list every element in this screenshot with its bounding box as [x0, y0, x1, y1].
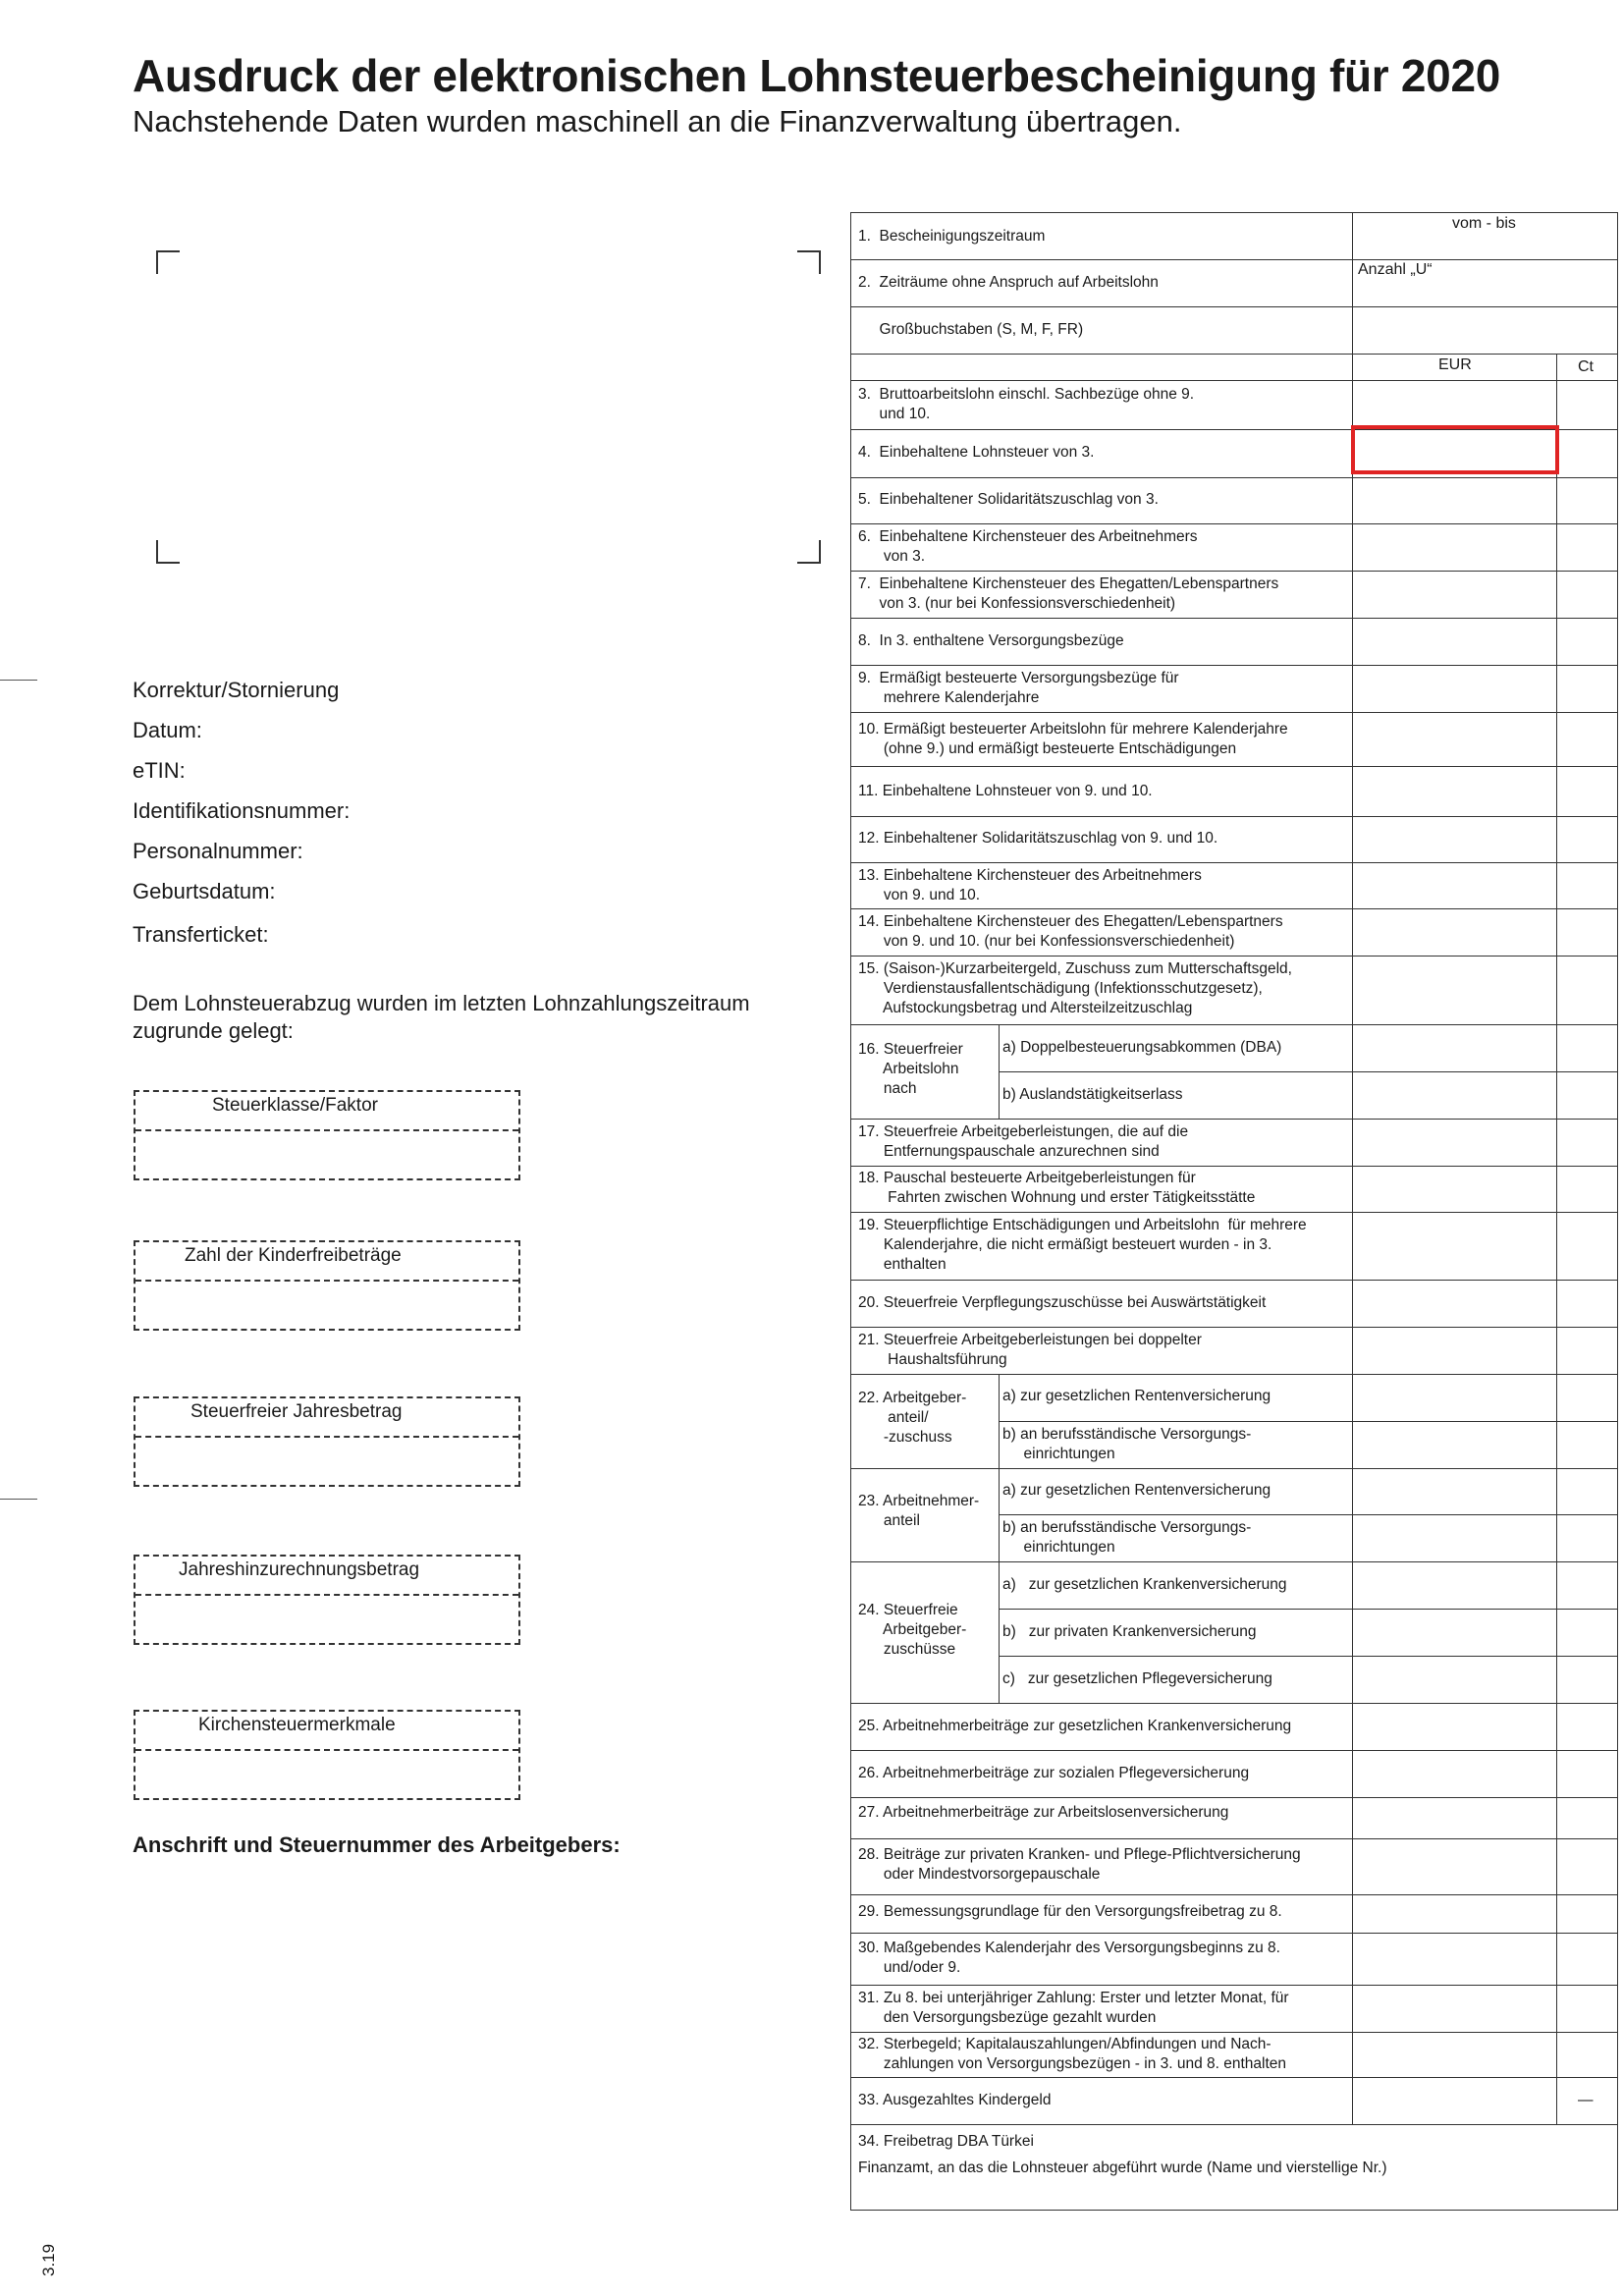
- box-jahresbetrag-label: Steuerfreier Jahresbetrag: [190, 1401, 403, 1422]
- field-personalnummer: Personalnummer:: [133, 839, 303, 863]
- page-subtitle: Nachstehende Daten wurden maschinell an die Finanzverwaltung übertragen.: [133, 104, 1182, 138]
- row-30-label: 30. Maßgebendes Kalenderjahr des Versorgungsbeginns zu 8. und/oder 9.: [858, 1940, 1280, 1976]
- row-32-label: 32. Sterbegeld; Kapitalauszahlungen/Abfindungen und Nach- zahlungen von Versorgungsbezügen - in 3. und 8. enthalten: [858, 2036, 1287, 2072]
- row-23b-label: b) an berufsständische Versorgungs- einrichtungen: [1002, 1519, 1252, 1556]
- row-16b-label: b) Auslandstätigkeitserlass: [1002, 1086, 1183, 1103]
- header-eur: EUR: [1438, 356, 1472, 373]
- row-6-label: 6. Einbehaltene Kirchensteuer des Arbeitnehmers von 3.: [858, 528, 1198, 565]
- certificate-table: [850, 212, 1618, 2211]
- row-8-label: 8. In 3. enthaltene Versorgungsbezüge: [858, 632, 1124, 649]
- box-hinzurechnungsbetrag: [134, 1555, 520, 1645]
- box-kinderfreibetraege-label: Zahl der Kinderfreibeträge: [185, 1245, 402, 1266]
- row-22a-label: a) zur gesetzlichen Rentenversicherung: [1002, 1388, 1271, 1404]
- row-33-label: 33. Ausgezahltes Kindergeld: [858, 2092, 1052, 2108]
- row-11-label: 11. Einbehaltene Lohnsteuer von 9. und 10.: [858, 783, 1153, 799]
- row-9-label: 9. Ermäßigt besteuerte Versorgungsbezüge für mehrere Kalenderjahre: [858, 670, 1179, 706]
- row-16-label: 16. Steuerfreier Arbeitslohn nach: [858, 1041, 963, 1097]
- fold-mark-top: [0, 680, 37, 681]
- field-transferticket: Transferticket:: [133, 922, 269, 947]
- row-23a-label: a) zur gesetzlichen Rentenversicherung: [1002, 1482, 1271, 1499]
- row-28-label: 28. Beiträge zur privaten Kranken- und Pflege-Pflichtversicherung oder Mindestvorsorgepauschale: [858, 1846, 1301, 1883]
- row-10-label: 10. Ermäßigt besteuerter Arbeitslohn für mehrere Kalenderjahre (ohne 9.) und ermäßigt besteuerte Entschädigungen: [858, 721, 1288, 757]
- box-kirchensteuermerkmale: [134, 1710, 520, 1800]
- row-34-label: 34. Freibetrag DBA Türkei: [858, 2133, 1034, 2150]
- box-steuerklasse: [134, 1090, 520, 1180]
- field-datum: Datum:: [133, 718, 202, 742]
- form-version-code: 3.19: [39, 2243, 58, 2276]
- row-29-label: 29. Bemessungsgrundlage für den Versorgungsfreibetrag zu 8.: [858, 1903, 1282, 1920]
- corner-mark-bottom-right: [797, 540, 821, 564]
- row-21-label: 21. Steuerfreie Arbeitgeberleistungen bei doppelter Haushaltsführung: [858, 1332, 1202, 1368]
- row-7-label: 7. Einbehaltene Kirchensteuer des Ehegatten/Lebenspartners von 3. (nur bei Konfessionsverschiedenheit): [858, 575, 1279, 612]
- row-27-label: 27. Arbeitnehmerbeiträge zur Arbeitslosenversicherung: [858, 1804, 1229, 1821]
- highlight-row-4-eur[interactable]: [1351, 425, 1559, 474]
- corner-mark-top-left: [156, 250, 180, 274]
- intro-text: Dem Lohnsteuerabzug wurden im letzten Lohnzahlungszeitraum zugrunde gelegt:: [133, 991, 750, 1043]
- row-22b-label: b) an berufsständische Versorgungs- einrichtungen: [1002, 1426, 1252, 1462]
- row-24c-label: c) zur gesetzlichen Pflegeversicherung: [1002, 1670, 1272, 1687]
- page-title: Ausdruck der elektronischen Lohnsteuerbescheinigung für 2020: [133, 50, 1501, 101]
- row-24-label: 24. Steuerfreie Arbeitgeber- zuschüsse: [858, 1602, 967, 1658]
- row-2-label: 2. Zeiträume ohne Anspruch auf Arbeitslohn: [858, 274, 1159, 291]
- field-geburtsdatum: Geburtsdatum:: [133, 879, 276, 903]
- row-4-label: 4. Einbehaltene Lohnsteuer von 3.: [858, 444, 1095, 461]
- row-25-label: 25. Arbeitnehmerbeiträge zur gesetzlichen Krankenversicherung: [858, 1718, 1292, 1734]
- box-jahresbetrag: [134, 1396, 520, 1487]
- header-vom-bis: vom - bis: [1452, 215, 1516, 232]
- row-2b-label: Großbuchstaben (S, M, F, FR): [858, 321, 1084, 338]
- row-13-label: 13. Einbehaltene Kirchensteuer des Arbeitnehmers von 9. und 10.: [858, 867, 1202, 903]
- row-23-label: 23. Arbeitnehmer- anteil: [858, 1493, 980, 1529]
- row-18-label: 18. Pauschal besteuerte Arbeitgeberleistungen für Fahrten zwischen Wohnung und erster Tätigkeitsstätte: [858, 1170, 1256, 1206]
- row-14-label: 14. Einbehaltene Kirchensteuer des Ehegatten/Lebenspartners von 9. und 10. (nur bei Konfessionsverschiedenheit): [858, 913, 1283, 950]
- box-kinderfreibetraege: [134, 1240, 520, 1331]
- row-19-label: 19. Steuerpflichtige Entschädigungen und Arbeitslohn für mehrere Kalenderjahre, die nicht ermäßigt besteuert wurden - in 3. enthalten: [858, 1217, 1307, 1273]
- fold-mark-bottom: [0, 1499, 37, 1500]
- row-24a-label: a) zur gesetzlichen Krankenversicherung: [1002, 1576, 1287, 1593]
- finanzamt-label: Finanzamt, an das die Lohnsteuer abgeführt wurde (Name und vierstellige Nr.): [858, 2159, 1387, 2176]
- row-12-label: 12. Einbehaltener Solidaritätszuschlag von 9. und 10.: [858, 830, 1218, 847]
- row-33-ct-dash: —: [1578, 2092, 1594, 2108]
- header-anzahl-u: Anzahl „U“: [1358, 261, 1433, 278]
- field-identifikationsnummer: Identifikationsnummer:: [133, 798, 351, 823]
- employer-address-label: Anschrift und Steuernummer des Arbeitgebers:: [133, 1832, 621, 1857]
- row-1-label: 1. Bescheinigungszeitraum: [858, 228, 1046, 245]
- field-korrektur: Korrektur/Stornierung: [133, 678, 340, 702]
- row-22-label: 22. Arbeitgeber- anteil/ -zuschuss: [858, 1390, 967, 1446]
- field-etin: eTIN:: [133, 758, 186, 783]
- corner-mark-top-right: [797, 250, 821, 274]
- row-31-label: 31. Zu 8. bei unterjähriger Zahlung: Erster und letzter Monat, für den Versorgungsbezüge gezahlt wurden: [858, 1990, 1289, 2026]
- row-5-label: 5. Einbehaltener Solidaritätszuschlag von 3.: [858, 491, 1159, 508]
- row-15-label: 15. (Saison-)Kurzarbeitergeld, Zuschuss zum Mutterschaftsgeld, Verdienstausfallentschädigung (Infektionsschutzgesetz), Aufstockungsbetrag und Altersteilzeitzuschlag: [858, 960, 1292, 1016]
- corner-mark-bottom-left: [156, 540, 180, 564]
- box-kirchensteuermerkmale-label: Kirchensteuermerkmale: [198, 1715, 396, 1735]
- box-hinzurechnungsbetrag-label: Jahreshinzurechnungsbetrag: [179, 1559, 420, 1580]
- row-3-label: 3. Bruttoarbeitslohn einschl. Sachbezüge ohne 9. und 10.: [858, 386, 1195, 422]
- row-20-label: 20. Steuerfreie Verpflegungszuschüsse bei Auswärtstätigkeit: [858, 1294, 1267, 1311]
- row-17-label: 17. Steuerfreie Arbeitgeberleistungen, die auf die Entfernungspauschale anzurechnen sind: [858, 1123, 1189, 1160]
- box-steuerklasse-label: Steuerklasse/Faktor: [212, 1095, 378, 1116]
- row-24b-label: b) zur privaten Krankenversicherung: [1002, 1623, 1257, 1640]
- row-16a-label: a) Doppelbesteuerungsabkommen (DBA): [1002, 1039, 1282, 1056]
- header-ct: Ct: [1578, 358, 1594, 375]
- row-26-label: 26. Arbeitnehmerbeiträge zur sozialen Pflegeversicherung: [858, 1765, 1250, 1781]
